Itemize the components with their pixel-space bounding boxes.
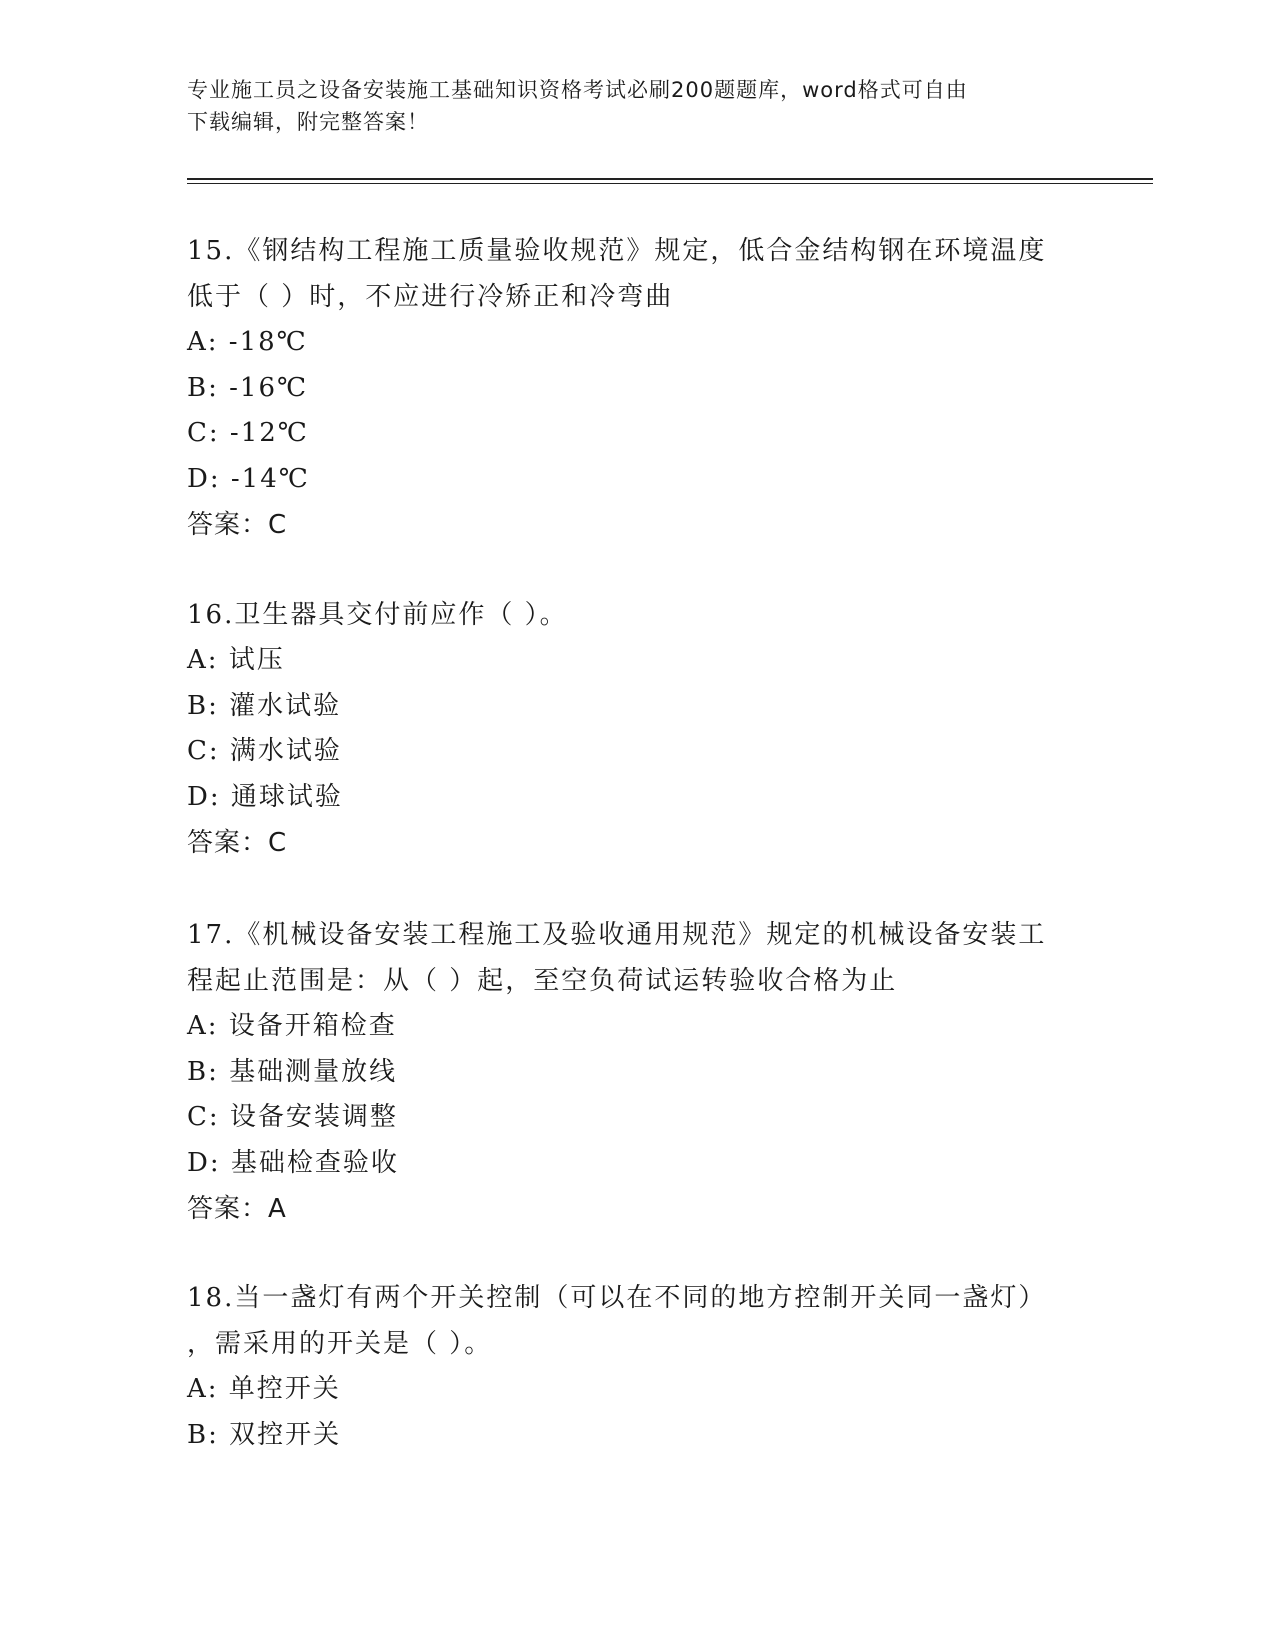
option-c: C: 满水试验	[187, 736, 342, 766]
question-stem-line: 15.《钢结构工程施工质量验收规范》规定，低合金结构钢在环境温度	[187, 236, 1047, 266]
option-a: A: 单控开关	[187, 1374, 341, 1404]
question-stem-line: ，需采用的开关是（ ）。	[187, 1329, 493, 1359]
header-divider-thin	[187, 183, 1153, 184]
option-b: B: 灌水试验	[187, 690, 342, 721]
question-stem-line: 18.当一盏灯有两个开关控制（可以在不同的地方控制开关同一盏灯）	[187, 1283, 1047, 1313]
option-d: D: -14℃	[187, 463, 310, 494]
answer-line: 答案：C	[187, 828, 288, 858]
question-stem-line: 低于（ ）时，不应进行冷矫正和冷弯曲	[187, 282, 674, 312]
option-d: D: 通球试验	[187, 781, 343, 812]
answer-line: 答案：A	[187, 1194, 287, 1224]
header-line-1: 专业施工员之设备安装施工基础知识资格考试必刷200题题库，word格式可自由	[187, 78, 968, 102]
question-15	[187, 228, 1087, 548]
option-c: C: 设备安装调整	[187, 1102, 398, 1132]
option-a: A: -18℃	[187, 327, 308, 357]
option-a: A: 试压	[187, 645, 285, 675]
header-line-2: 下载编辑，附完整答案！	[187, 110, 429, 134]
option-a: A: 设备开箱检查	[187, 1011, 397, 1041]
question-stem-line: 17.《机械设备安装工程施工及验收通用规范》规定的机械设备安装工	[187, 920, 1047, 950]
option-b: B: -16℃	[187, 372, 309, 403]
question-stem-line: 16.卫生器具交付前应作（ ）。	[187, 600, 568, 630]
option-d: D: 基础检查验收	[187, 1147, 399, 1178]
header-divider-thick	[187, 178, 1153, 180]
question-16	[187, 592, 1087, 866]
option-b: B: 双控开关	[187, 1419, 342, 1450]
option-c: C: -12℃	[187, 418, 309, 448]
question-17	[187, 912, 1087, 1232]
question-stem-line: 程起止范围是：从（ ）起，至空负荷试运转验收合格为止	[187, 966, 898, 996]
option-b: B: 基础测量放线	[187, 1056, 398, 1087]
answer-line: 答案：C	[187, 510, 288, 540]
question-18	[187, 1275, 1087, 1458]
document-header	[187, 74, 1067, 138]
